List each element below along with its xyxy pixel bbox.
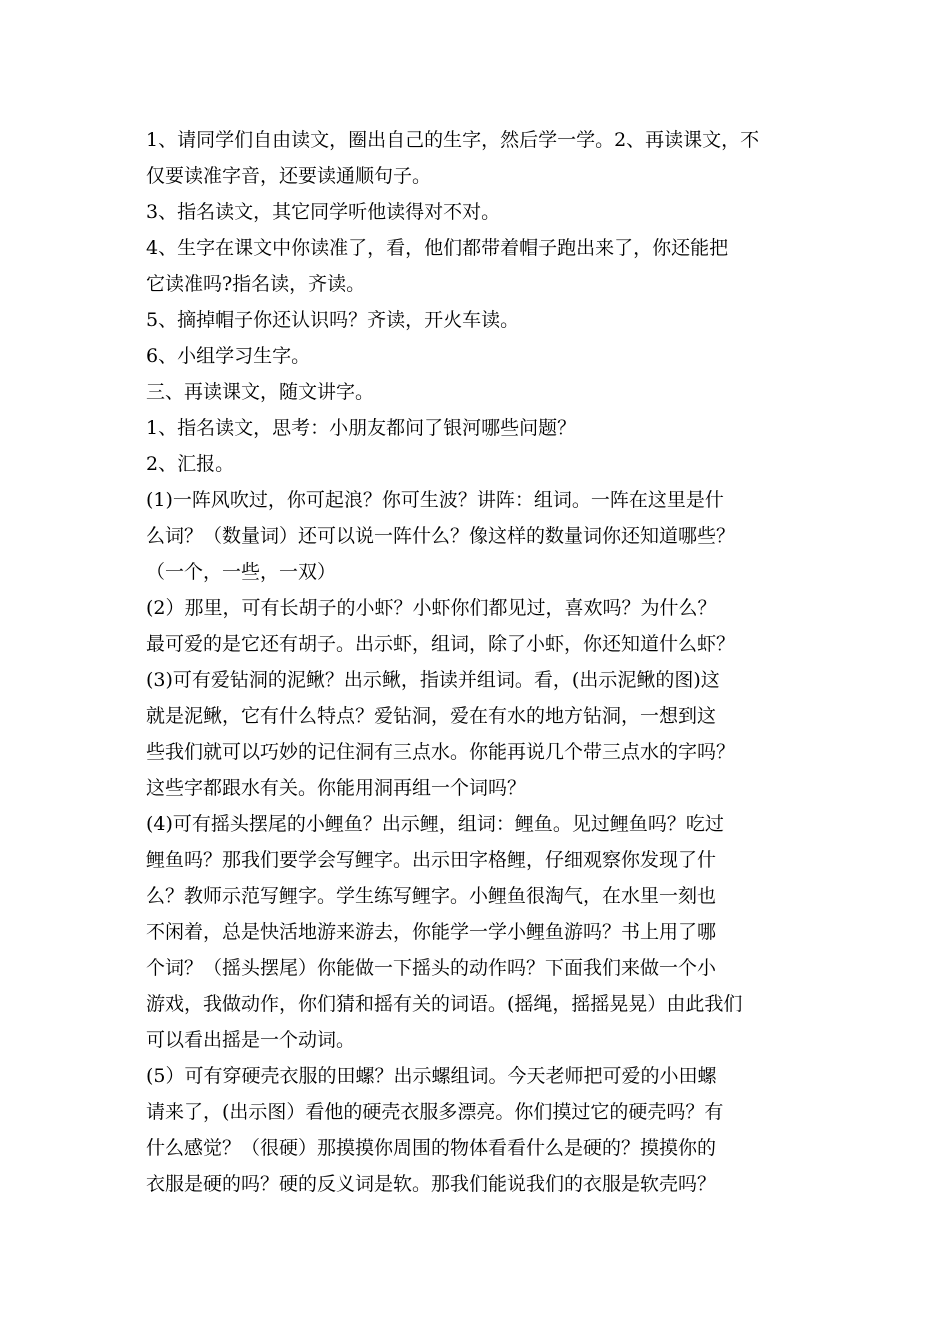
text-line: 些我们就可以巧妙的记住洞有三点水。你能再说几个带三点水的字吗？	[146, 741, 736, 763]
text-line: 可以看出摇是一个动词。	[146, 1029, 356, 1051]
text-line: 仅要读准字音，还要读通顺句子。	[146, 165, 432, 187]
text-line: 5、摘掉帽子你还认识吗？齐读，开火车读。	[146, 309, 520, 331]
text-line: 游戏，我做动作，你们猜和摇有关的词语。(摇绳，摇摇晃晃）由此我们	[146, 993, 743, 1015]
text-line: 请来了，(出示图）看他的硬壳衣服多漂亮。你们摸过它的硬壳吗？有	[146, 1101, 724, 1123]
text-line: 1、指名读文，思考：小朋友都问了银河哪些问题？	[146, 417, 577, 439]
text-line: 什么感觉？（很硬）那摸摸你周围的物体看看什么是硬的？摸摸你的	[146, 1137, 717, 1159]
text-line: 就是泥鳅，它有什么特点？爱钻洞，爱在有水的地方钻洞，一想到这	[146, 705, 717, 727]
text-line: (3)可有爱钻洞的泥鳅？出示鳅，指读并组词。看，(出示泥鳅的图)这	[146, 669, 720, 691]
text-line: (5）可有穿硬壳衣服的田螺？出示螺组词。今天老师把可爱的小田螺	[146, 1065, 717, 1087]
text-line: 个词？（摇头摆尾）你能做一下摇头的动作吗？下面我们来做一个小	[146, 957, 717, 979]
text-line: (1)一阵风吹过，你可起浪？你可生波？讲阵：组词。一阵在这里是什	[146, 489, 724, 511]
text-line: （一个，一些，一双）	[146, 561, 337, 583]
text-line: 不闲着，总是快活地游来游去，你能学一学小鲤鱼游吗？书上用了哪	[146, 921, 717, 943]
text-line: 它读准吗?指名读，齐读。	[146, 273, 366, 295]
text-line: 4、生字在课文中你读准了，看，他们都带着帽子跑出来了，你还能把	[146, 237, 729, 259]
text-line: 最可爱的是它还有胡子。出示虾，组词，除了小虾，你还知道什么虾？	[146, 633, 736, 655]
text-line: 1、请同学们自由读文，圈出自己的生字，然后学一学。2、再读课文，不	[146, 129, 760, 151]
text-line: 3、指名读文，其它同学听他读得对不对。	[146, 201, 501, 223]
text-line: 么词？（数量词）还可以说一阵什么？像这样的数量词你还知道哪些？	[146, 525, 736, 547]
text-line: (2）那里，可有长胡子的小虾？小虾你们都见过，喜欢吗？为什么？	[146, 597, 717, 619]
text-line: 衣服是硬的吗？硬的反义词是软。那我们能说我们的衣服是软壳吗？	[146, 1173, 717, 1195]
text-line: 鲤鱼吗？那我们要学会写鲤字。出示田字格鲤，仔细观察你发现了什	[146, 849, 717, 871]
document-page	[146, 122, 810, 1202]
text-line: (4)可有摇头摆尾的小鲤鱼？出示鲤，组词：鲤鱼。见过鲤鱼吗？吃过	[146, 813, 724, 835]
section-heading: 三、再读课文，随文讲字。	[146, 381, 375, 403]
text-line: 6、小组学习生字。	[146, 345, 311, 367]
text-line: 么？教师示范写鲤字。学生练写鲤字。小鲤鱼很淘气，在水里一刻也	[146, 885, 717, 907]
text-line: 2、汇报。	[146, 453, 235, 475]
text-line: 这些字都跟水有关。你能用洞再组一个词吗？	[146, 777, 527, 799]
